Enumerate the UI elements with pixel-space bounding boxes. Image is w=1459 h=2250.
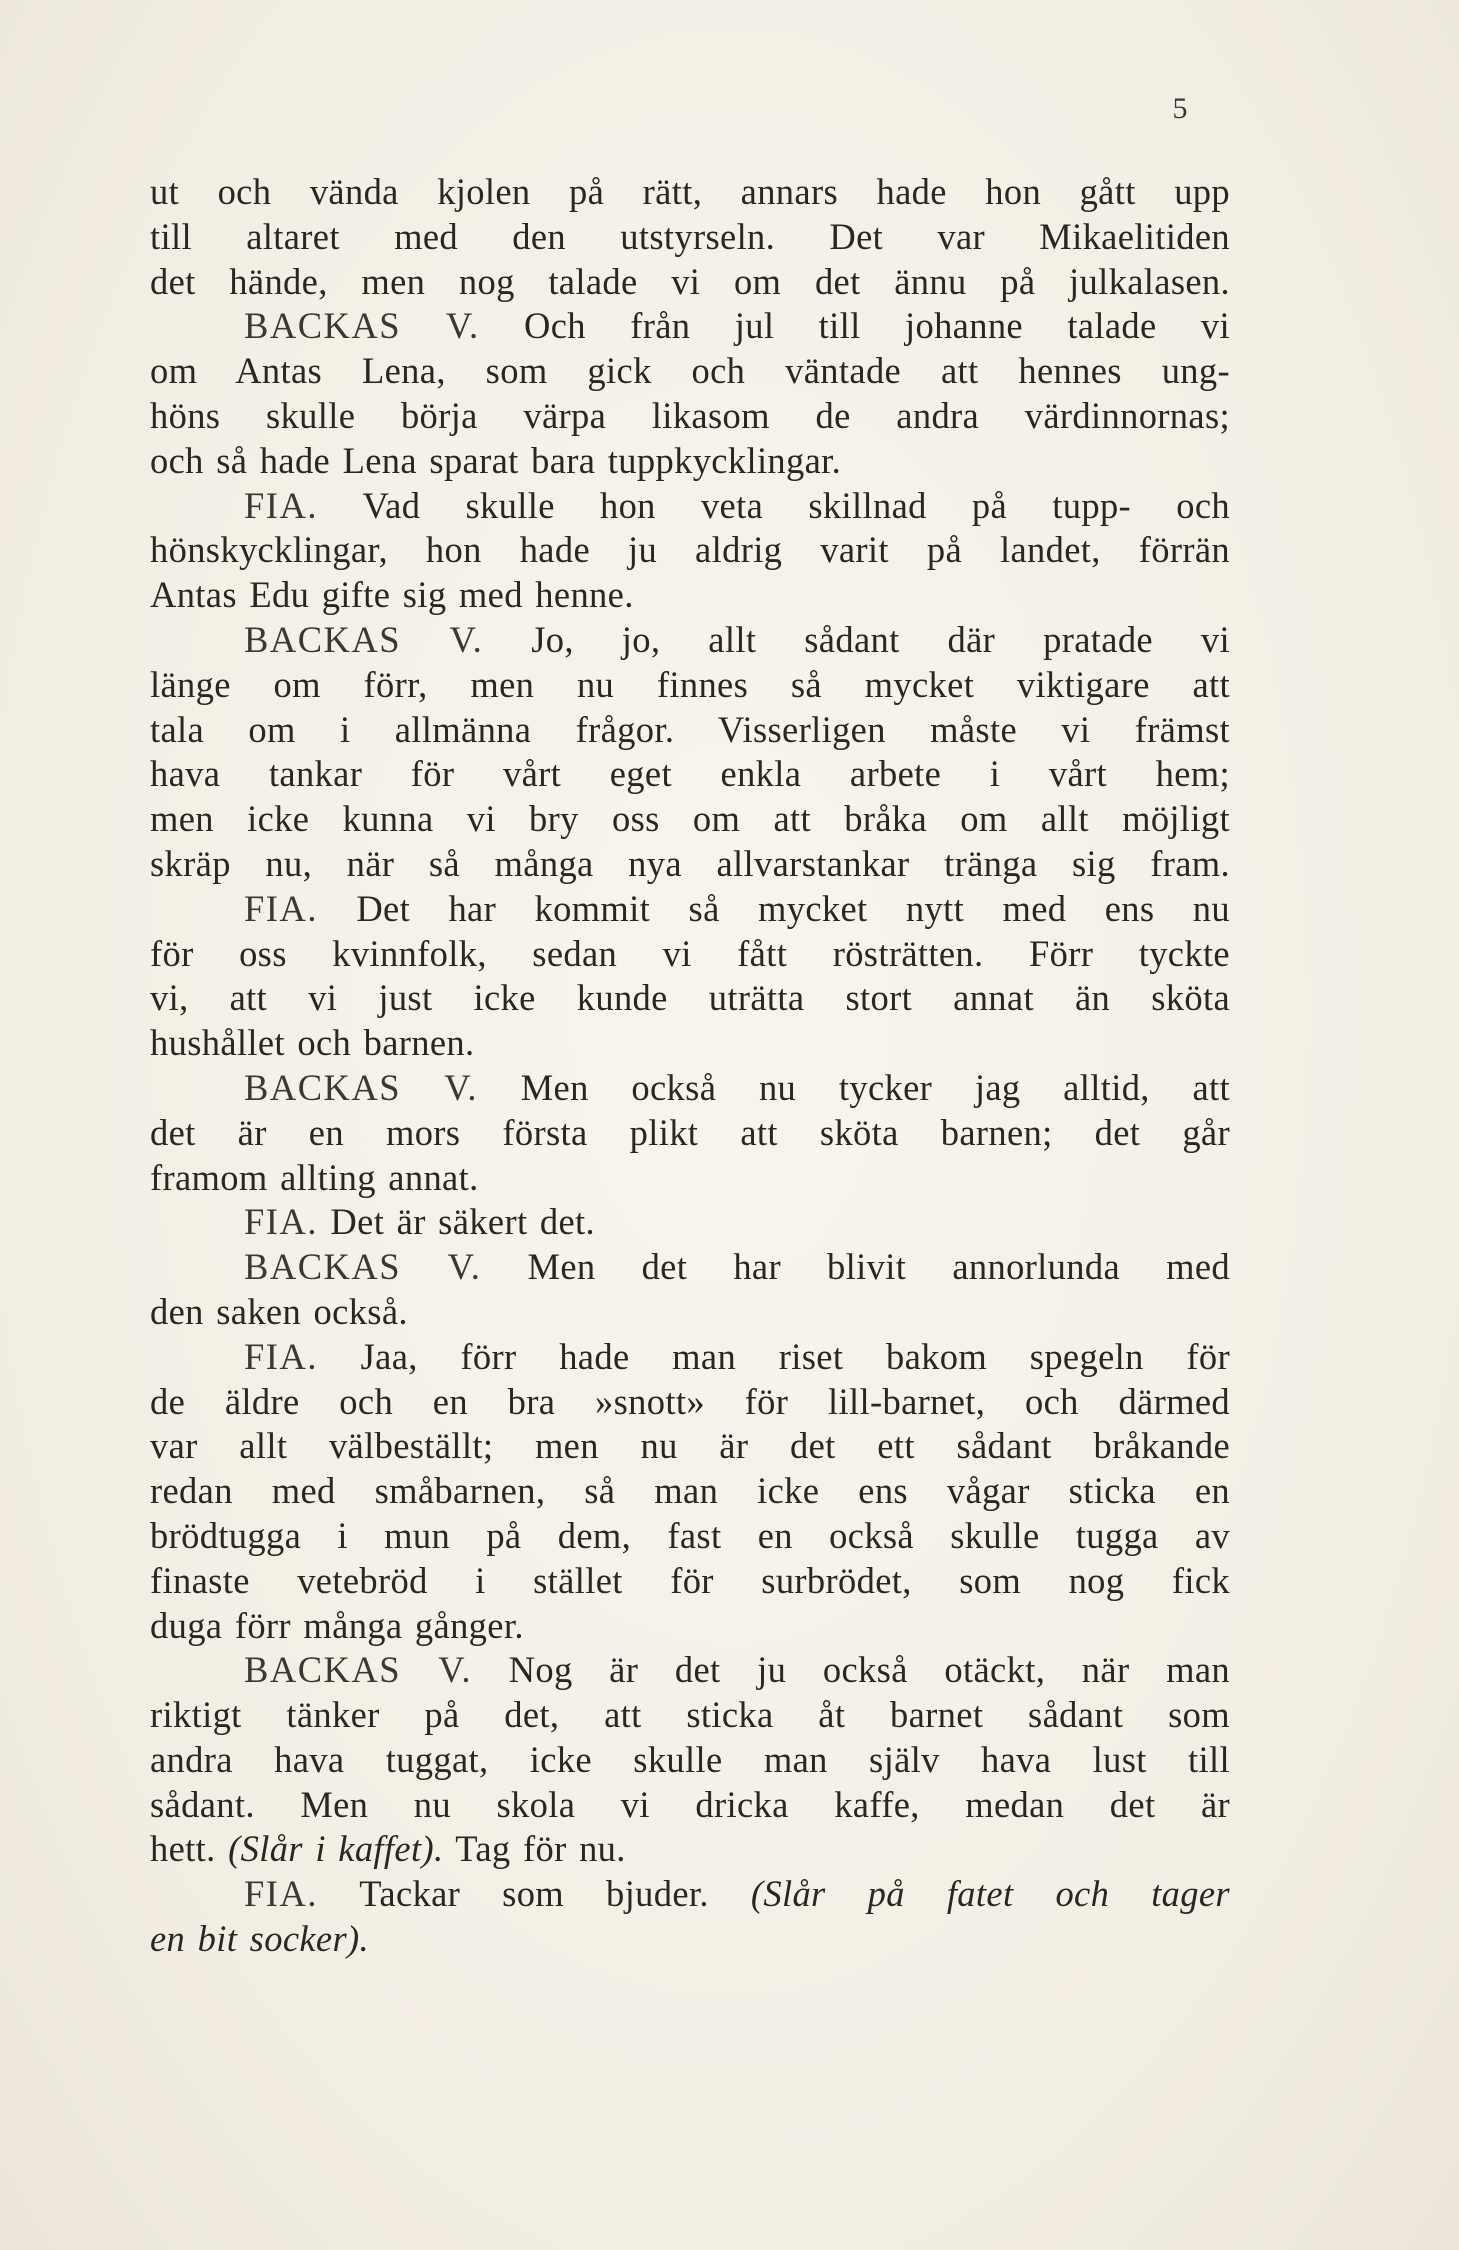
text-line — [150, 1514, 1230, 1559]
line-text: om Antas Lena, som gick och väntade att hennes ung- — [150, 350, 1230, 392]
speaker-name: FIA. — [244, 484, 318, 526]
line-text: vi, att vi just icke kunde uträtta stort annat än sköta — [150, 977, 1230, 1019]
line-text: redan med småbarnen, så man icke ens vågar sticka en — [150, 1470, 1230, 1512]
line-text: framom allting annat. — [150, 1156, 479, 1198]
speaker-name: FIA. — [244, 1201, 318, 1243]
line-text: men icke kunna vi bry oss om att bråka om allt möjligt — [150, 798, 1230, 840]
line-text: tala om i allmänna frågor. Visserligen måste vi främst — [150, 708, 1230, 750]
line-text: andra hava tuggat, icke skulle man själv hava lust till — [150, 1738, 1230, 1780]
line-text: Jaa, förr hade man riset bakom spegeln för — [317, 1335, 1230, 1377]
text-line — [150, 1783, 1230, 1828]
text-line — [150, 1245, 1230, 1290]
text-line — [150, 528, 1230, 573]
text-line — [150, 349, 1230, 394]
text-line — [150, 1872, 1230, 1917]
text-line — [150, 1156, 1230, 1201]
line-text: Men det har blivit annorlunda med — [481, 1246, 1230, 1288]
line-text: skräp nu, när så många nya allvarstankar tränga sig fram. — [150, 842, 1230, 884]
text-line — [150, 1200, 1230, 1245]
dialogue-text — [150, 170, 1230, 1962]
text-line — [150, 887, 1230, 932]
line-text: Tackar som bjuder. — [317, 1873, 751, 1915]
text-line — [150, 1335, 1230, 1380]
text-line — [150, 304, 1230, 349]
text-line — [150, 1021, 1230, 1066]
text-line — [150, 215, 1230, 260]
speaker-name: BACKAS V. — [244, 1066, 479, 1108]
text-line — [150, 1604, 1230, 1649]
line-text: sådant. Men nu skola vi dricka kaffe, medan det är — [150, 1783, 1230, 1825]
text-line — [150, 439, 1230, 484]
text-line — [150, 663, 1230, 708]
speaker-name: FIA. — [244, 1873, 318, 1915]
text-line — [150, 1827, 1230, 1872]
line-text: de äldre och en bra »snott» för lill-barnet, och därmed — [150, 1380, 1230, 1422]
speaker-name: BACKAS V. — [244, 618, 484, 660]
text-line — [150, 1559, 1230, 1604]
speaker-name: FIA. — [244, 887, 318, 929]
text-line — [150, 484, 1230, 529]
text-line — [150, 618, 1230, 663]
line-text: Och från jul till johanne talade vi — [479, 305, 1230, 347]
text-line — [150, 1693, 1230, 1738]
line-text: Tag för nu. — [443, 1828, 626, 1870]
text-line — [150, 1066, 1230, 1111]
text-line — [150, 1917, 1230, 1962]
text-line — [150, 1648, 1230, 1693]
line-text: Nog är det ju också otäckt, när man — [471, 1649, 1231, 1691]
page-number: 5 — [1172, 92, 1188, 125]
text-line — [150, 170, 1230, 215]
text-line — [150, 932, 1230, 977]
text-line — [150, 1290, 1230, 1335]
line-text: länge om förr, men nu finnes så mycket viktigare att — [150, 663, 1230, 705]
line-text: hushållet och barnen. — [150, 1022, 475, 1064]
line-text: Jo, jo, allt sådant där pratade vi — [483, 618, 1231, 660]
speaker-name: FIA. — [244, 1335, 318, 1377]
stage-direction: (Slår på fatet och tager — [750, 1873, 1230, 1915]
line-text: Antas Edu gifte sig med henne. — [150, 574, 634, 616]
speaker-name: BACKAS V. — [244, 1246, 482, 1288]
line-text: till altaret med den utstyrseln. Det var Mikaelitiden — [150, 215, 1230, 257]
line-text: och så hade Lena sparat bara tuppkycklingar. — [150, 439, 842, 481]
line-text: den saken också. — [150, 1290, 408, 1332]
line-text: Vad skulle hon veta skillnad på tupp- och — [317, 484, 1230, 526]
text-line — [150, 1424, 1230, 1469]
line-text: duga förr många gånger. — [150, 1604, 524, 1646]
line-text: hönskycklingar, hon hade ju aldrig varit på landet, förrän — [150, 529, 1230, 571]
line-text: hava tankar för vårt eget enkla arbete i vårt hem; — [150, 753, 1230, 795]
text-line — [150, 976, 1230, 1021]
text-line — [150, 797, 1230, 842]
text-line — [150, 708, 1230, 753]
stage-direction: (Slår i kaffet). — [228, 1828, 444, 1870]
line-text: var allt välbeställt; men nu är det ett sådant bråkande — [150, 1425, 1230, 1467]
text-line — [150, 1738, 1230, 1783]
text-line — [150, 394, 1230, 439]
line-text: Men också nu tycker jag alltid, att — [478, 1066, 1230, 1108]
line-text: höns skulle börja värpa likasom de andra värdinnornas; — [150, 394, 1230, 436]
line-text: brödtugga i mun på dem, fast en också skulle tugga av — [150, 1514, 1230, 1556]
speaker-name: BACKAS V. — [244, 1649, 472, 1691]
text-line — [150, 842, 1230, 887]
line-text: det hände, men nog talade vi om det ännu på julkalasen. — [150, 260, 1230, 302]
text-line — [150, 1469, 1230, 1514]
text-line — [150, 260, 1230, 305]
line-text: Det är säkert det. — [317, 1201, 596, 1243]
text-line — [150, 573, 1230, 618]
line-text: riktigt tänker på det, att sticka åt barnet sådant som — [150, 1694, 1230, 1736]
line-text: det är en mors första plikt att sköta barnen; det går — [150, 1111, 1230, 1153]
text-line — [150, 1111, 1230, 1156]
line-text: hett. — [150, 1828, 216, 1870]
speaker-name: BACKAS V. — [244, 305, 480, 347]
text-line — [150, 1380, 1230, 1425]
text-line — [150, 752, 1230, 797]
line-text: Det har kommit så mycket nytt med ens nu — [317, 887, 1230, 929]
line-text: ut och vända kjolen på rätt, annars hade hon gått upp — [150, 171, 1230, 212]
line-text: finaste vetebröd i stället för surbrödet, som nog fick — [150, 1559, 1230, 1601]
line-text: för oss kvinnfolk, sedan vi fått rösträtten. Förr tyckte — [150, 932, 1230, 974]
stage-direction: en bit socker). — [150, 1918, 370, 1960]
